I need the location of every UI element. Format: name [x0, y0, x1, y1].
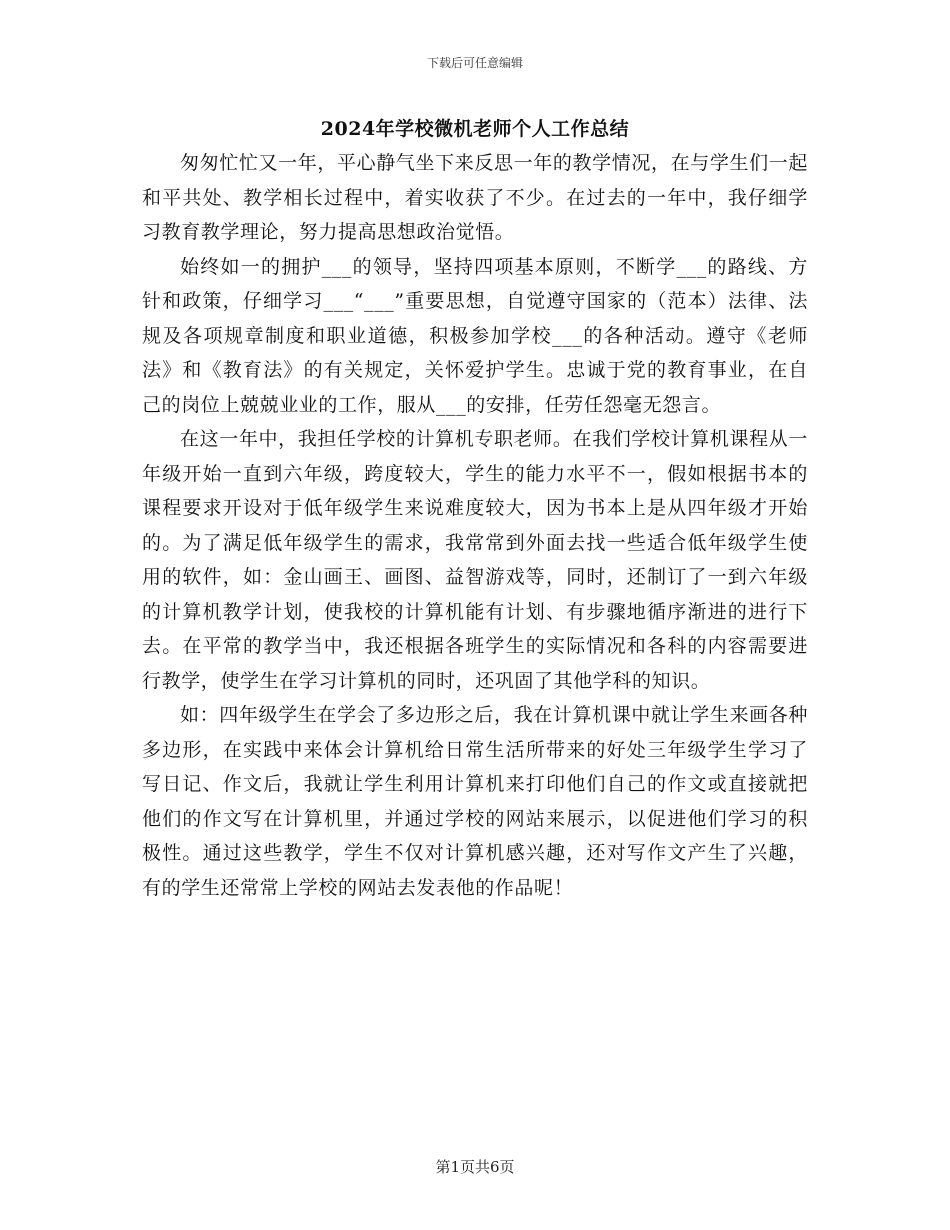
- document-body: [142, 146, 808, 905]
- page-number: 第1页共6页: [435, 1158, 515, 1176]
- paragraph: 匆匆忙忙又一年，平心静气坐下来反思一年的教学情况，在与学生们一起和平共处、教学相长过程中，着实收获了不少。在过去的一年中，我仔细学习教育教学理论，努力提高思想政治觉悟。: [142, 152, 808, 243]
- paragraph: 始终如一的拥护___的领导，坚持四项基本原则，不断学___的路线、方针和政策，仔细学习___“___”重要思想，自觉遵守国家的（范本）法律、法规及各项规章制度和职业道德，积极参加学校___的各种活动。遵守《老师法》和《教育法》的有关规定，关怀爱护学生。忠诚于党的教育事业，在自己的岗位上兢兢业业的工作，服从___的安排，任劳任怨毫无怨言。: [142, 255, 808, 416]
- document-title: 2024年学校微机老师个人工作总结: [320, 118, 630, 140]
- paragraph: 如：四年级学生在学会了多边形之后，我在计算机课中就让学生来画各种多边形，在实践中来体会计算机给日常生活所带来的好处三年级学生学习了写日记、作文后，我就让学生利用计算机来打印他们自己的作文或直接就把他们的作文写在计算机里，并通过学校的网站来展示，以促进他们学习的积极性。通过这些教学，学生不仅对计算机感兴趣，还对写作文产生了兴趣，有的学生还常常上学校的网站去发表他的作品呢！: [142, 704, 808, 899]
- paragraph: 在这一年中，我担任学校的计算机专职老师。在我们学校计算机课程从一年级开始一直到六年级，跨度较大，学生的能力水平不一，假如根据书本的课程要求开设对于低年级学生来说难度较大，因为书本上是从四年级才开始的。为了满足低年级学生的需求，我常常到外面去找一些适合低年级学生使用的软件，如：金山画王、画图、益智游戏等，同时，还制订了一到六年级的计算机教学计划，使我校的计算机能有计划、有步骤地循序渐进的进行下去。在平常的教学当中，我还根据各班学生的实际情况和各科的内容需要进行教学，使学生在学习计算机的同时，还巩固了其他学科的知识。: [142, 428, 808, 692]
- header-note: 下载后可任意编辑: [426, 56, 523, 70]
